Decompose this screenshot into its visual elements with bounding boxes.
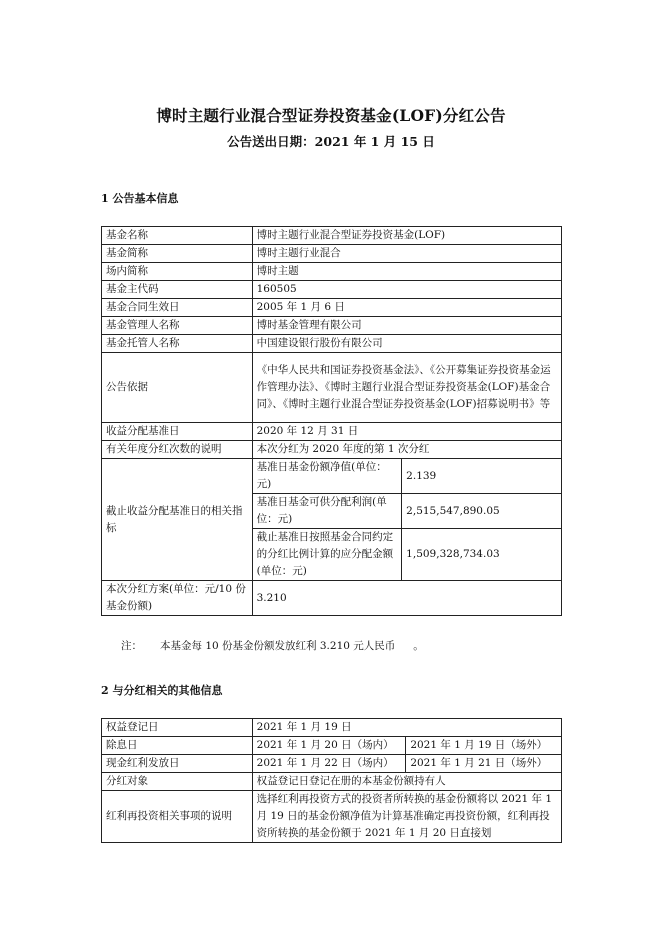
table-row <box>102 335 562 353</box>
table-row <box>102 281 562 299</box>
count-label: 有关年度分红次数的说明 <box>102 441 253 459</box>
metric-label: 基准日基金可供分配利润(单位：元) <box>252 494 402 529</box>
announcement-date: 公告送出日期：2021 年 1 月 15 日 <box>227 134 435 149</box>
row-value: 160505 <box>252 281 561 299</box>
row-value: 博时主题 <box>252 263 561 281</box>
note-suffix: 。 <box>413 640 424 652</box>
cash-payout-offsite: 2021 年 1 月 21 日（场外） <box>406 755 562 773</box>
count-value: 本次分红为 2020 年度的第 1 次分红 <box>252 441 561 459</box>
equity-date-label: 权益登记日 <box>102 719 253 737</box>
metric-value: 2.139 <box>402 459 562 494</box>
row-value: 博时基金管理有限公司 <box>252 317 561 335</box>
reinvest-value: 选择红利再投资方式的投资者所转换的基金份额将以 2021 年 1 月 19 日的基金份额净值为计算基准确定再投资份额，红利再投资所转换的基金份额于 2021 年 1 月 20 日直接划 <box>252 791 561 843</box>
row-label: 场内简称 <box>102 263 253 281</box>
metric-value: 2,515,547,890.05 <box>402 494 562 529</box>
table-row <box>102 227 562 245</box>
table-row <box>102 317 562 335</box>
row-label: 基金主代码 <box>102 281 253 299</box>
row-value: 2005 年 1 月 6 日 <box>252 299 561 317</box>
row-label: 基金简称 <box>102 245 253 263</box>
cash-payout-onsite: 2021 年 1 月 22 日（场内） <box>252 755 406 773</box>
row-label: 基金合同生效日 <box>102 299 253 317</box>
table-row <box>102 245 562 263</box>
table-row <box>102 263 562 281</box>
row-label: 基金管理人名称 <box>102 317 253 335</box>
reinvest-label: 红利再投资相关事项的说明 <box>102 791 253 843</box>
ex-dividend-offsite: 2021 年 1 月 19 日（场外） <box>406 737 562 755</box>
row-label: 基金名称 <box>102 227 253 245</box>
table-row <box>102 755 562 773</box>
plan-value: 3.210 <box>252 581 561 616</box>
metric-label: 基准日基金份额净值(单位：元) <box>252 459 402 494</box>
metrics-label: 截止收益分配基准日的相关指标 <box>102 459 253 581</box>
dividend-target-value: 权益登记日登记在册的本基金份额持有人 <box>252 773 561 791</box>
basis-value: 《中华人民共和国证券投资基金法》、《公开募集证券投资基金运作管理办法》、《博时主题行业混合型证券投资基金(LOF)基金合同》、《博时主题行业混合型证券投资基金(LOF)招募说明书》等 <box>252 353 561 423</box>
ex-dividend-label: 除息日 <box>102 737 253 755</box>
table-row <box>102 299 562 317</box>
note-prefix: 注： <box>121 640 142 652</box>
metric-value: 1,509,328,734.03 <box>402 529 562 581</box>
table-row <box>102 459 562 494</box>
ex-dividend-onsite: 2021 年 1 月 20 日（场内） <box>252 737 406 755</box>
ref-date-label: 收益分配基准日 <box>102 423 253 441</box>
row-value: 中国建设银行股份有限公司 <box>252 335 561 353</box>
table-row <box>102 353 562 423</box>
metric-label: 截止基准日按照基金合同约定的分红比例计算的应分配金额(单位：元) <box>252 529 402 581</box>
row-value: 博时主题行业混合型证券投资基金(LOF) <box>252 227 561 245</box>
other-info-table <box>101 718 562 843</box>
table-row <box>102 581 562 616</box>
section-1-heading: 1 公告基本信息 <box>101 192 179 205</box>
table-row <box>102 423 562 441</box>
table-row <box>102 719 562 737</box>
basic-info-table <box>101 226 562 616</box>
table-row <box>102 773 562 791</box>
note <box>121 638 424 653</box>
basis-label: 公告依据 <box>102 353 253 423</box>
plan-label: 本次分红方案(单位：元/10 份基金份额) <box>102 581 253 616</box>
ref-date-value: 2020 年 12 月 31 日 <box>252 423 561 441</box>
dividend-target-label: 分红对象 <box>102 773 253 791</box>
table-row <box>102 441 562 459</box>
cash-payout-label: 现金红利发放日 <box>102 755 253 773</box>
note-text: 本基金每 10 份基金份额发放红利 3.210 元人民币 <box>160 640 396 652</box>
table-row <box>102 791 562 843</box>
row-label: 基金托管人名称 <box>102 335 253 353</box>
table-row <box>102 737 562 755</box>
equity-date-value: 2021 年 1 月 19 日 <box>252 719 561 737</box>
row-value: 博时主题行业混合 <box>252 245 561 263</box>
section-2-heading: 2 与分红相关的其他信息 <box>101 684 223 697</box>
page-title: 博时主题行业混合型证券投资基金(LOF)分红公告 <box>156 106 506 125</box>
